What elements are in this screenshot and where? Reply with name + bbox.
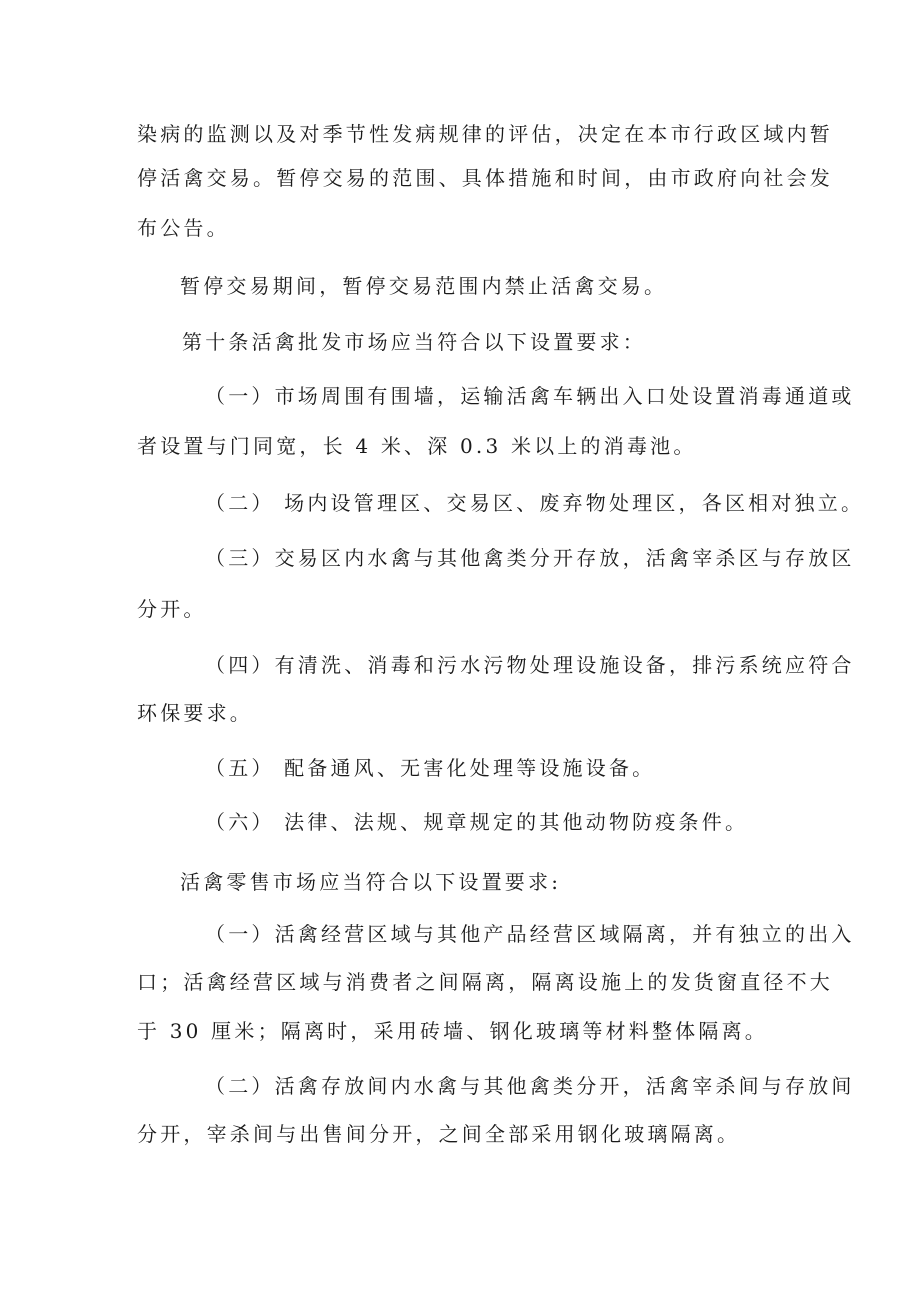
text-line: 分开，宰杀间与出售间分开，之间全部采用钢化玻璃隔离。 — [137, 1122, 741, 1146]
text-line: 染病的监测以及对季节性发病规律的评估，决定在本市行政区域内暂 — [137, 122, 833, 146]
list-item-line: （五） 配备通风、无害化处理等设施设备。 — [205, 756, 656, 780]
list-item-line: （四）有清洗、消毒和污水污物处理设施设备，排污系统应符合 — [205, 653, 855, 677]
text-line: 者设置与门同宽，长 4 米、深 0.3 米以上的消毒池。 — [137, 434, 697, 458]
paragraph-line: 暂停交易期间，暂停交易范围内禁止活禽交易。 — [180, 274, 668, 298]
text-line: 于 30 厘米；隔离时，采用砖墙、钢化玻璃等材料整体隔离。 — [137, 1019, 768, 1043]
text-line: 口；活禽经营区域与消费者之间隔离，隔离设施上的发货窗直径不大 — [137, 970, 833, 994]
list-item-line: （二）活禽存放间内水禽与其他禽类分开，活禽宰杀间与存放间 — [205, 1074, 855, 1098]
paragraph-line: 活禽零售市场应当符合以下设置要求: — [180, 870, 562, 894]
text-line: 停活禽交易。暂停交易的范围、具体措施和时间，由市政府向社会发 — [137, 166, 833, 190]
list-item-line: （二） 场内设管理区、交易区、废弃物处理区，各区相对独立。 — [205, 491, 865, 515]
text-line: 分开。 — [137, 597, 207, 621]
text-line: 布公告。 — [137, 216, 230, 240]
list-item-line: （三）交易区内水禽与其他禽类分开存放，活禽宰杀区与存放区 — [205, 546, 855, 570]
list-item-line: （六） 法律、法规、规章规定的其他动物防疫条件。 — [205, 810, 749, 834]
list-item-line: （一）市场周围有围墙，运输活禽车辆出入口处设置消毒通道或 — [205, 384, 855, 408]
article-heading-line: 第十条活禽批发市场应当符合以下设置要求： — [182, 330, 646, 354]
text-line: 环保要求。 — [137, 701, 253, 725]
list-item-line: （一）活禽经营区域与其他产品经营区域隔离，并有独立的出入 — [205, 922, 855, 946]
